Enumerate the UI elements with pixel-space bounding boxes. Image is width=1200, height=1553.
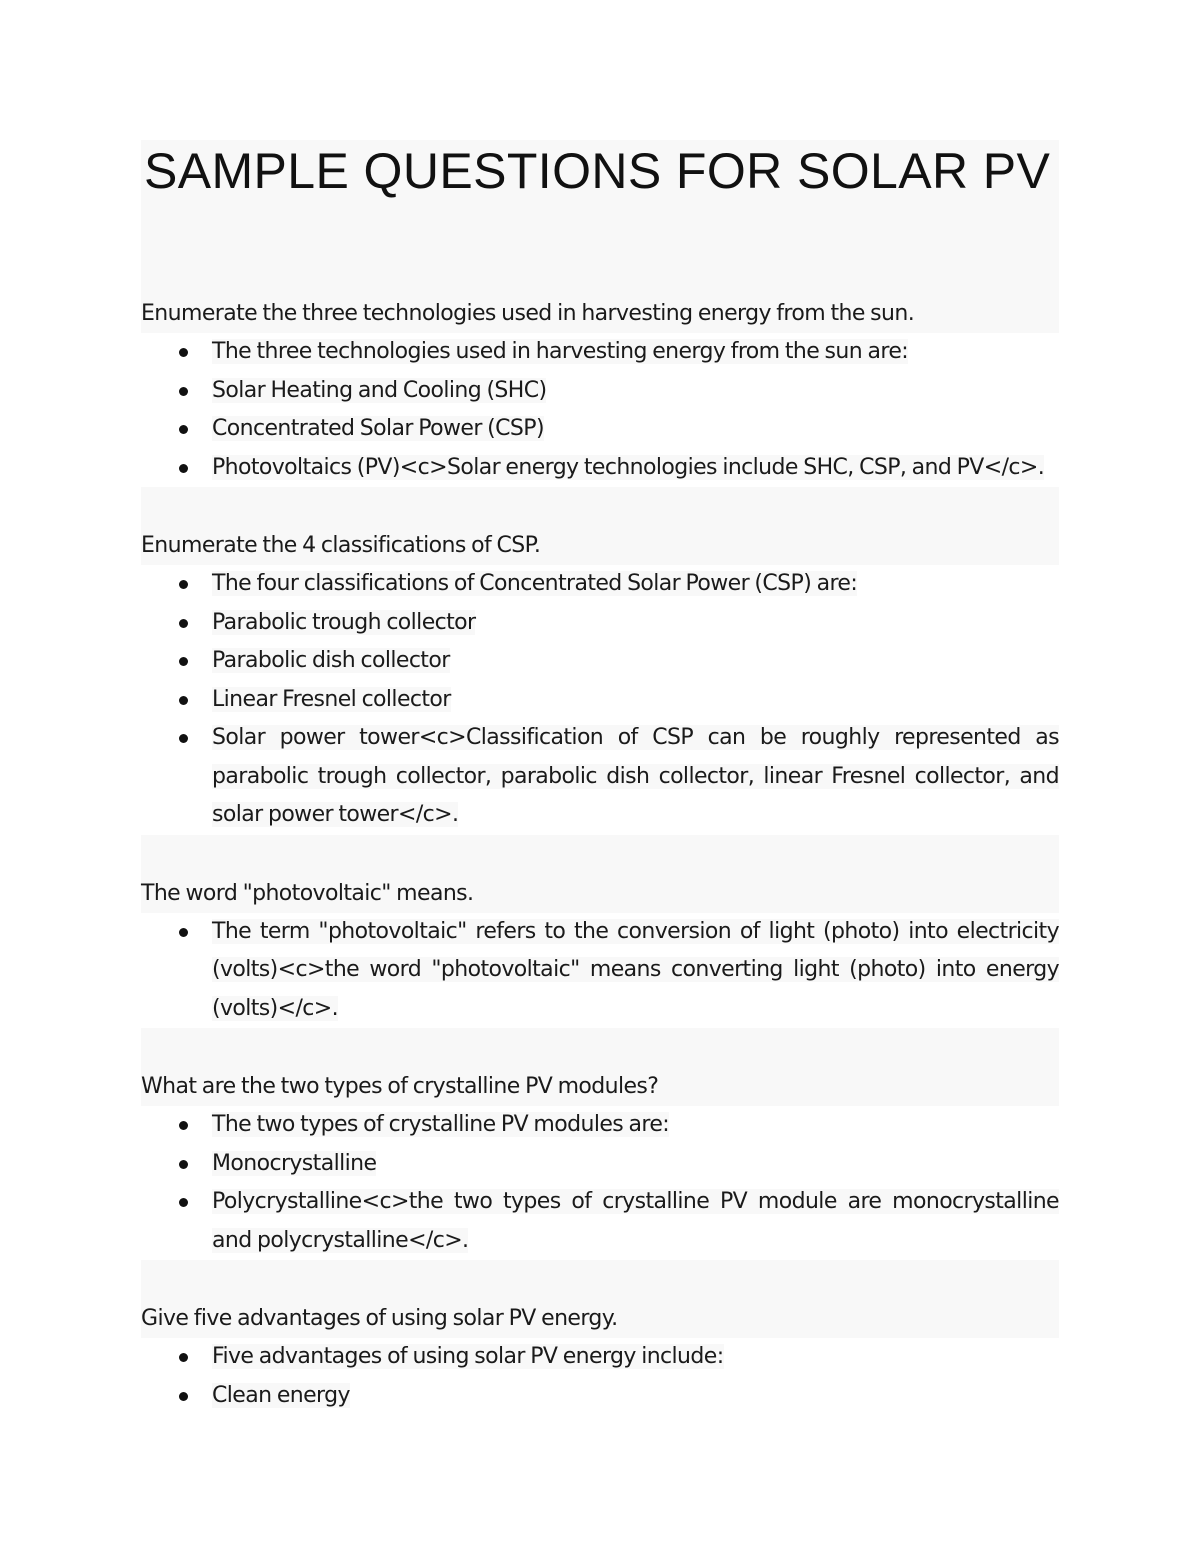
answer-item [141,410,1059,449]
question-section [141,1300,1059,1415]
answer-text: Solar power tower<c>Classification of CSP can be roughly represented as parabolic trough collector, parabolic dish collector, linear Fresnel collector, and solar power tower</c>. [212,725,1059,827]
question-section [141,875,1059,1029]
bullet-icon [179,1160,188,1169]
bullet-icon [179,1353,188,1362]
bullet-icon [179,387,188,396]
title-band [141,140,1059,295]
answer-item [141,913,1059,1029]
answer-text: Parabolic trough collector [212,609,476,635]
section-spacer [141,835,1059,875]
answer-list [141,565,1059,835]
answer-text: Parabolic dish collector [212,648,450,673]
bullet-icon [179,657,188,666]
answer-item [141,372,1059,411]
answer-text: Solar Heating and Cooling (SHC) [212,377,547,403]
answer-text: The three technologies used in harvesting energy from the sun are: [212,339,909,364]
answer-text: Concentrated Solar Power (CSP) [212,416,544,441]
question-text: The word "photovoltaic" means. [141,875,1059,913]
answer-item [141,719,1059,835]
answer-text: Clean energy [212,1382,350,1408]
bullet-icon [179,619,188,628]
answer-text: Monocrystalline [212,1150,377,1176]
answer-list [141,1106,1059,1260]
bullet-icon [179,1198,188,1207]
document-content [141,140,1059,1415]
bullet-icon [179,348,188,357]
answer-item [141,1106,1059,1145]
answer-list [141,1338,1059,1415]
question-section [141,1068,1059,1260]
bullet-icon [179,734,188,743]
section-spacer [141,487,1059,527]
answer-item [141,333,1059,372]
answer-text: The two types of crystalline PV modules are: [212,1112,670,1137]
answer-text: Polycrystalline<c>the two types of crystalline PV module are monocrystalline and polycrystalline</c>. [212,1189,1059,1253]
question-section [141,527,1059,835]
section-spacer [141,1028,1059,1068]
bullet-icon [179,696,188,705]
answer-text: Photovoltaics (PV)<c>Solar energy technologies include SHC, CSP, and PV</c>. [212,454,1045,480]
answer-item [141,604,1059,643]
question-section [141,295,1059,487]
bullet-icon [179,928,188,937]
answer-item [141,1338,1059,1377]
answer-list [141,333,1059,487]
question-text: Enumerate the three technologies used in harvesting energy from the sun. [141,295,1059,333]
answer-text: Linear Fresnel collector [212,686,451,712]
answer-item [141,1377,1059,1416]
bullet-icon [179,1121,188,1130]
answer-item [141,1183,1059,1260]
bullet-icon [179,1392,188,1401]
answer-text: The four classifications of Concentrated Solar Power (CSP) are: [212,571,858,596]
question-text: What are the two types of crystalline PV modules? [141,1068,1059,1106]
answer-text: The term "photovoltaic" refers to the conversion of light (photo) into electricity (volts)<c>the word "photovoltaic" means converting light (photo) into energy (volts)</c>. [212,918,1059,1021]
bullet-icon [179,580,188,589]
bullet-icon [179,464,188,473]
answer-item [141,681,1059,720]
question-text: Enumerate the 4 classifications of CSP. [141,527,1059,565]
answer-item [141,565,1059,604]
bullet-icon [179,425,188,434]
question-text: Give five advantages of using solar PV energy. [141,1300,1059,1338]
document-title: SAMPLE QUESTIONS FOR SOLAR PV [144,143,1051,199]
answer-list [141,913,1059,1029]
answer-item [141,642,1059,681]
answer-item [141,449,1059,488]
question-list [141,295,1059,1415]
section-spacer [141,1260,1059,1300]
answer-text: Five advantages of using solar PV energy include: [212,1344,724,1369]
answer-item [141,1145,1059,1184]
